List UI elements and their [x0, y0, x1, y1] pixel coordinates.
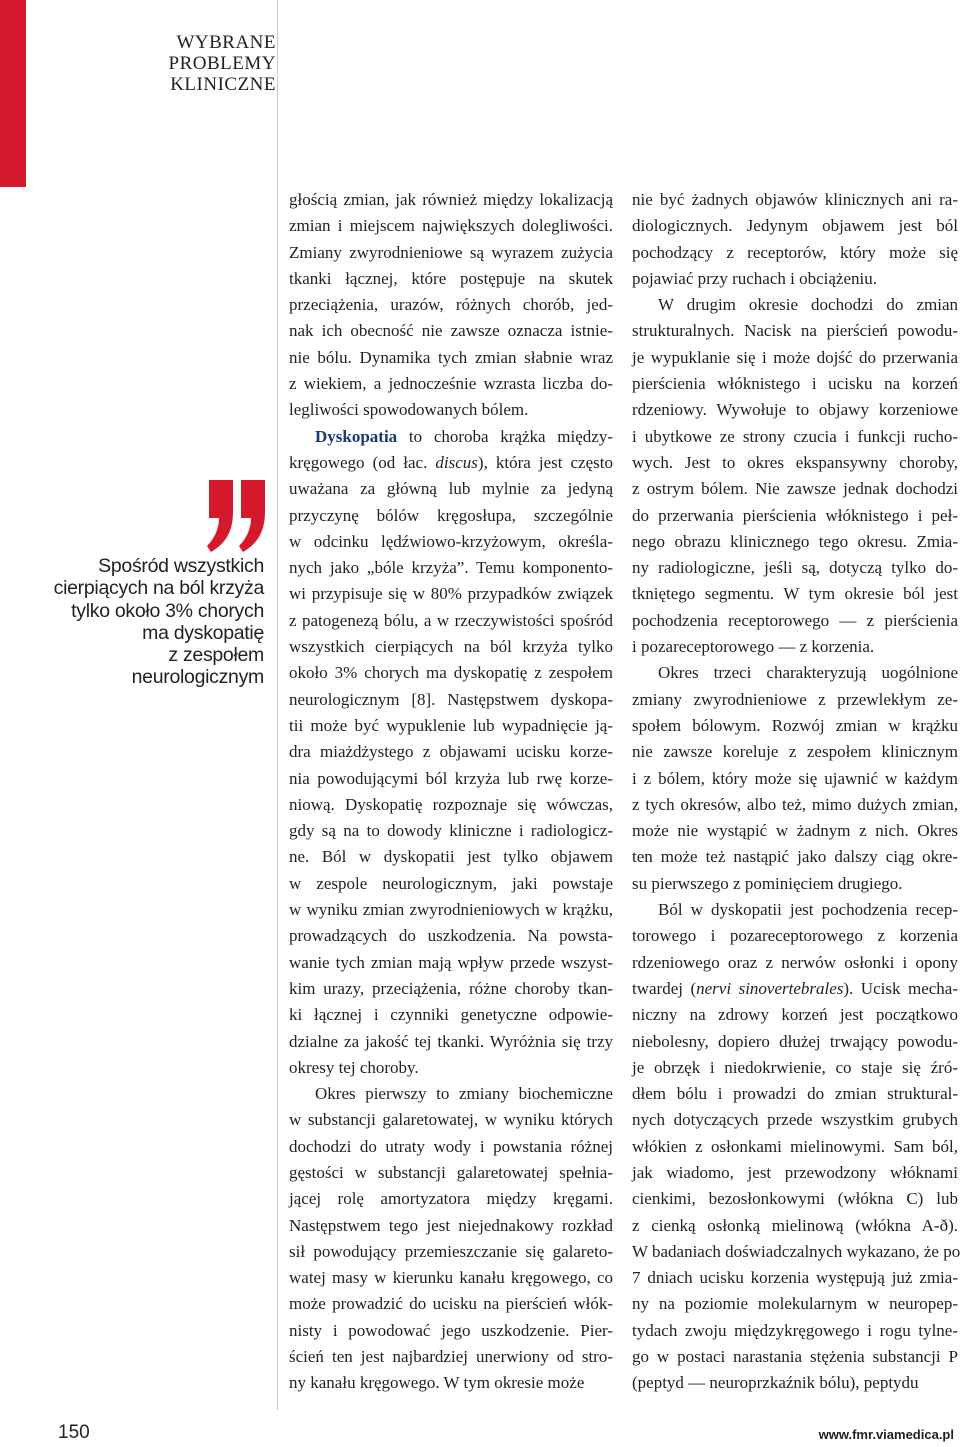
text-line: legliwości spowodowanych bólem. [289, 400, 529, 420]
text-line: około 3% chorych ma dyskopatię z zespołem [289, 663, 613, 683]
text-line: niebolesny, dopiero dłużej trwający powodu- [632, 1031, 958, 1051]
text-line: ny na poziomie molekularnym w neuropep- [632, 1294, 958, 1314]
pull-quote-line: Spośród wszystkich [98, 555, 264, 577]
section-label-line: PROBLEMY [168, 53, 276, 74]
text-line: niową. Dyskopatię rozpoznaje się wówczas, [289, 794, 613, 814]
text-line: rdzeniowy. Wywołuje to objawy korzeniowe [632, 400, 958, 420]
text-line: okresy tej choroby. [289, 1057, 419, 1077]
text-line: gdy są na to dowody kliniczne i radiologicz- [289, 821, 613, 841]
text-line: ne. Ból w dyskopatii jest tylko objawem [289, 847, 613, 867]
text-line: nego obrazu klinicznego tego okresu. Zmia- [632, 531, 958, 551]
text-line: sił powodujący przemieszczanie się galareto- [289, 1241, 613, 1261]
text-line: społem bólowym. Rozwój zmian w krążku [632, 715, 958, 735]
paragraph [289, 1081, 613, 1397]
quote-mark-icon [205, 478, 269, 558]
text-line: uważana za główną lub mylnie za jedyną [289, 479, 613, 499]
text-line: może prowadzić do ucisku na pierścień włók- [289, 1294, 613, 1314]
text-line: z ostrym bólem. Nie zawsze jednak dochodzi [632, 479, 958, 499]
text-line: kim urazy, przeciążenia, różne choroby tkan- [289, 978, 613, 998]
text-line: strukturalnych. Nacisk na pierścień powodu- [632, 321, 958, 341]
text-line: niczny na zdrowy korzeń jest początkowo [632, 1005, 958, 1025]
text-line: i pozareceptorowego — z korzenia. [632, 637, 875, 657]
text-line: dochodzi do utraty wody i powstania różnej [289, 1136, 613, 1156]
page-number: 150 [58, 1422, 90, 1443]
text-line: pojawiać przy ruchach i obciążeniu. [632, 268, 877, 288]
text-line: zmian i miejscem największych dolegliwości. [289, 216, 613, 236]
text-line: ścień ten jest najbardziej unerwiony od stro- [289, 1347, 613, 1367]
text-line: w wyniku zmian zwyrodnieniowych w krążku, [289, 900, 613, 920]
text-line: w odcinku lędźwiowo-krzyżowym, określa- [289, 531, 613, 551]
text-line: W drugim okresie dochodzi do zmian [658, 295, 958, 315]
text-line: tii może być wypuklenie lub wypadnięcie ją- [289, 715, 613, 735]
text-line: su pierwszego z pominięciem drugiego. [632, 873, 903, 893]
text-line: z wiekiem, a jednocześnie wzrasta liczba do- [289, 374, 613, 394]
text-line: Okres pierwszy to zmiany biochemiczne [315, 1084, 613, 1104]
text-line: ten może też nastąpić jako dalszy ciąg okre- [632, 847, 958, 867]
text-column-right [632, 187, 958, 1397]
paragraph [289, 424, 613, 1081]
text-line: torowego i pozareceptorowego z korzenia [632, 926, 958, 946]
text-line: nie bólu. Dynamika tych zmian słabnie wraz [289, 347, 613, 367]
latin-term: discus [435, 452, 478, 472]
section-color-bar [0, 0, 26, 187]
text-line: pochodzenia receptorowego — z pierścienia [632, 610, 958, 630]
text-line: wi przypisuje się w 80% przypadków związek [289, 584, 613, 604]
text-line: nisty i powodować jego uszkodzenie. Pier- [289, 1320, 613, 1340]
text-line: twardej (nervi sinovertebrales). Ucisk mecha- [632, 978, 958, 998]
text-line: tydach zwoju międzykręgowego i rogu tylne- [632, 1320, 958, 1340]
text-line: wanie tych zmian mają wpływ przede wszyst- [289, 952, 613, 972]
text-line: tkniętego segmentu. W tym okresie ból jest [632, 584, 958, 604]
text-line: dzialne za jakość tej tkanki. Wyróżnia się trzy [289, 1031, 613, 1051]
text-line: i z bólem, który może się ujawnić w każdym [632, 768, 958, 788]
text-line: wszystkich cierpiących na ból krzyża tylko [289, 637, 613, 657]
latin-term: nervi sinovertebrales [696, 978, 844, 998]
text-line: Dyskopatia to choroba krążka między- [315, 426, 613, 446]
text-line: włókien z osłonkami mielinowymi. Sam ból, [632, 1136, 958, 1156]
pull-quote-line: cierpiących na ból krzyża [53, 577, 264, 600]
text-line: z cienką osłonką mielinową (włókna A-ð). [632, 1215, 958, 1235]
text-line: z tych okresów, albo też, mimo dużych zmian, [632, 794, 958, 814]
text-line: wych. Jest to okres ekspansywny choroby, [632, 452, 958, 472]
text-line: nie zawsze koreluje z zespołem klinicznym [632, 742, 958, 762]
text-line: Następstwem tego jest niejednakowy rozkład [289, 1215, 613, 1235]
text-line: nak ich obecność nie zawsze oznacza istnie- [289, 321, 613, 341]
text-line: zmiany zwyrodnieniowe z przewlekłym ze- [632, 689, 958, 709]
text-line: W badaniach doświadczalnych wykazano, że po [632, 1241, 960, 1261]
text-line: cienkimi, bezosłonkowymi (włókna C) lub [632, 1189, 958, 1209]
paragraph [632, 187, 958, 292]
text-line: do przerwania pierścienia włóknistego i peł- [632, 505, 958, 525]
text-line: jak wiadomo, jest przewodzony włóknami [632, 1162, 958, 1182]
text-line: nie być żadnych objawów klinicznych ani ra- [632, 190, 958, 209]
text-line: w zespole neurologicznym, jaki powstaje [289, 873, 613, 893]
text-line: przeciążenia, urazów, różnych chorób, jed- [289, 295, 613, 315]
paragraph [632, 660, 958, 897]
paragraph [632, 897, 958, 1397]
text-line: nych jako „bóle krzyża”. Temu komponento- [289, 558, 613, 578]
text-line: pochodzący z receptorów, który może się [632, 242, 958, 262]
text-line: gęstości w substancji galaretowatej spełnia- [289, 1162, 613, 1182]
text-line: jącej rolę amortyzatora między kręgami. [289, 1189, 613, 1209]
text-line: (peptyd — neuroprzkaźnik bólu), peptydu [632, 1373, 919, 1393]
text-line: i ubytkowe ze strony czucia i funkcji rucho- [632, 426, 958, 446]
text-line: przyczynę bólów kręgosłupa, szczególnie [289, 505, 613, 525]
text-line: je obrzęk i niedokrwienie, co staje się źró- [632, 1057, 958, 1077]
text-line: go w postaci narastania stężenia substancji P [632, 1347, 958, 1367]
pull-quote-line: tylko około 3% chorych [71, 599, 264, 622]
pull-quote-line: neurologicznym [131, 666, 264, 689]
section-label-line: KLINICZNE [170, 74, 276, 95]
column-divider [277, 0, 278, 1410]
pull-quote-line: ma dyskopatię [142, 621, 264, 644]
keyword-dyskopatia: Dyskopatia [315, 426, 398, 446]
text-line: ny radiologiczne, jeśli są, dotyczą tylko do- [632, 558, 958, 578]
text-line: je wypuklanie się i może dojść do przerwania [632, 347, 958, 367]
text-line: ki łącznej i czynniki genetyczne odpowie- [289, 1005, 613, 1025]
text-column-left [289, 187, 613, 1397]
text-line: tkanki łącznej, które postępuje na skutek [289, 268, 613, 288]
text-line: kręgowego (od łac. discus), która jest często [289, 452, 613, 472]
text-line: nych dotyczących przede wszystkim grubych [632, 1110, 958, 1130]
paragraph [632, 292, 958, 660]
text-line: pierścienia włóknistego i ucisku na korzeń [632, 374, 958, 394]
text-line: Ból w dyskopatii jest pochodzenia recep- [658, 900, 958, 920]
paragraph [289, 187, 613, 424]
text-line: z patogenezą bólu, a w rzeczywistości spośród [289, 610, 613, 630]
text-line: prowadzących do uszkodzenia. Na powsta- [289, 926, 613, 946]
text-line: diologicznych. Jedynym objawem jest ból [632, 216, 958, 236]
text-line: dłem bólu i prowadzi do zmian struktural- [632, 1084, 958, 1104]
text-line: rdzeniowego oraz z nerwów osłonki i opony [632, 952, 958, 972]
text-line: głością zmian, jak również między lokalizacją [289, 190, 613, 209]
text-line: dra miażdżystego z objawami ucisku korze- [289, 742, 613, 762]
text-line: Zmiany zwyrodnieniowe są wyrazem zużycia [289, 242, 613, 262]
text-line: może nie wystąpić w żadnym z nich. Okres [632, 821, 958, 841]
text-line: Okres trzeci charakteryzują uogólnione [658, 663, 958, 683]
text-line: watej masy w kierunku kanału kręgowego, co [289, 1268, 613, 1288]
text-line: 7 dniach ucisku korzenia występują już zmia- [632, 1268, 958, 1288]
website-link[interactable]: www.fmr.viamedica.pl [818, 1427, 954, 1442]
text-line: neurologicznym [8]. Następstwem dyskopa- [289, 689, 613, 709]
text-line: nia powodującymi ból krzyża lub rwę korze- [289, 768, 613, 788]
pull-quote-line: z zespołem [168, 644, 264, 667]
text-line: w substancji galaretowatej, w wyniku których [289, 1110, 613, 1130]
text-line: ny kanału kręgowego. W tym okresie może [289, 1373, 585, 1393]
section-label-line: WYBRANE [176, 32, 276, 53]
section-label [76, 32, 276, 95]
pull-quote [40, 555, 264, 689]
